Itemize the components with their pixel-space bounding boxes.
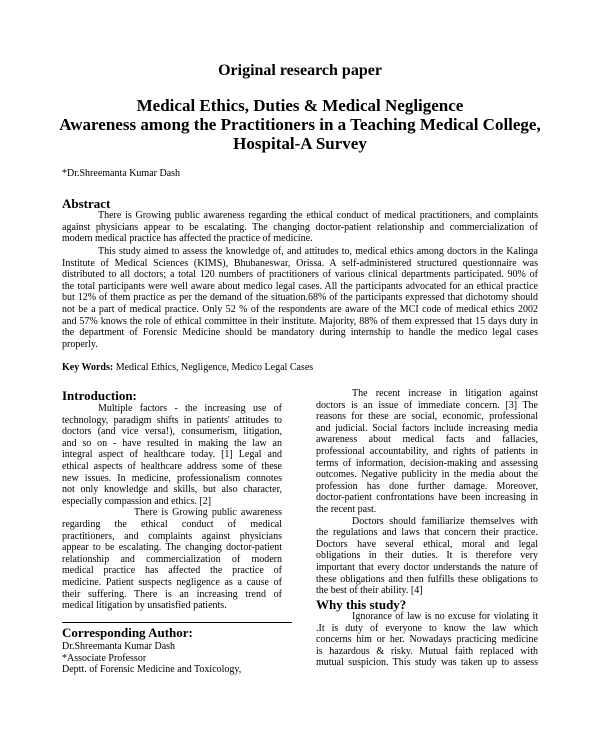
why-this-study-heading: Why this study? <box>316 597 407 612</box>
text-line: Ignorance of law is no excuse for violating it <box>352 611 538 622</box>
text-line: profession has done further damage. Moreover, <box>316 480 538 492</box>
text-line: the total participants were well aware about medico legal cases. All the participants advocated for an ethical practice <box>62 280 538 292</box>
text-line: doctors (and vice versa!), consumerism, litigation, <box>62 426 282 438</box>
text-line: reasons for these are social, economic, professional <box>316 411 538 423</box>
keywords-text: Medical Ethics, Negligence, Medico Legal Cases <box>113 362 314 373</box>
text-line: but 12% of them practice as per the demand of the situation.68% of the participants expressed that dichotomy should <box>62 292 538 304</box>
text-line: distributed to all doctors; a total 120 numbers of practitioners of various clinical departments participated. 90% of <box>62 269 538 281</box>
text-line: *Associate Professor <box>62 652 147 664</box>
right-column-body <box>316 388 538 597</box>
corresponding-author-details <box>62 641 292 676</box>
abstract-paragraph-1 <box>62 210 538 245</box>
text-line: Institute of Medical Sciences (KIMS), Bhubaneswar, Orissa. A self-administered structured questionnaire was <box>62 257 538 269</box>
text-line: Deptt. of Forensic Medicine and Toxicology, <box>62 664 242 676</box>
text-line: not only knowledge and skills, but also character, <box>62 484 282 496</box>
text-line: medical practice has affected the practice of <box>62 565 282 577</box>
abstract-paragraph-2 <box>62 246 538 350</box>
corresponding-author-heading: Corresponding Author: <box>62 625 193 640</box>
text-line: medicine. Patient suspects negligence as a cause of <box>62 576 282 588</box>
text-line: and judicial. Social factors include increasing media <box>316 422 538 434</box>
text-line: terms of information, decision-making and assessing <box>316 457 538 469</box>
section-label: Original research paper <box>218 62 382 79</box>
text-line: Doctors have several ethical, moral and legal <box>316 538 538 550</box>
text-line: practitioners, and complaints against physicians <box>62 530 282 542</box>
keywords <box>62 362 313 373</box>
corresponding-author-divider <box>62 622 292 623</box>
text-line: obligations in their duties. It is therefore very <box>316 550 538 562</box>
text-line: the best of their ability. [4] <box>316 585 423 597</box>
text-line: concerns him or her. Nowadays practicing medicine <box>316 634 538 646</box>
text-line: the regulations and laws that concern their practice. <box>316 527 538 539</box>
text-line: The recent increase in litigation against <box>352 388 538 399</box>
text-line: doctors is an issue of immediate concern. [3] The <box>316 399 538 411</box>
text-line: properly. <box>62 338 98 350</box>
text-line: doctor-patient confrontations have been increasing in <box>316 492 538 504</box>
text-line: and 57% knows the role of ethical committee in their institute. Majority, 88% of them expressed that 15 days duty in <box>62 315 538 327</box>
text-line: .It is duty of everyone to know the law which <box>316 622 538 634</box>
text-line: Doctors should familiarize themselves with <box>352 515 538 527</box>
abstract-heading: Abstract <box>62 196 111 211</box>
paper-title <box>0 96 600 153</box>
text-line: This study aimed to assess the knowledge of, and attitudes to, medical ethics among doctors in the Kalinga <box>98 246 538 257</box>
title-line: Hospital-A Survey <box>233 134 367 153</box>
text-line: outcomes. Negative publicity in the media about the <box>316 469 538 481</box>
text-line: the department of Forensic Medicine should be mandatory during internship to handle the medico legal cases <box>62 327 538 339</box>
text-line: awareness about medical facts and fallacies, <box>316 434 538 446</box>
keywords-label: Key Words: <box>62 362 114 373</box>
text-line: Dr.Shreemanta Kumar Dash <box>62 641 176 652</box>
why-this-study-body <box>316 611 538 669</box>
text-line: and so on - have resulted in making the law an <box>62 437 282 449</box>
text-line: appear to be escalating. The changing doctor-patient <box>62 542 282 554</box>
text-line: medical litigation by unsatisfied patients. <box>62 600 227 612</box>
text-line: professional accountability, and rights of patients in <box>316 445 538 457</box>
text-line: ethical aspects of healthcare address some of these <box>62 460 282 472</box>
text-line: There is Growing public awareness regarding the ethical conduct of medical practitioners, and complaints <box>98 210 538 221</box>
text-line: is hazardous & risky. Mutual faith replaced with <box>316 645 538 657</box>
text-line: mutual suspicion. This study was taken up to assess <box>316 657 538 669</box>
text-line: especially compassion and ethics. [2] <box>62 495 212 507</box>
introduction-body <box>62 403 282 612</box>
text-line: new issues. In medicine, professionalism connotes <box>62 472 282 484</box>
text-line: regarding the ethical conduct of medical <box>62 518 282 530</box>
text-line: relationship and commercialization of modern <box>62 553 282 565</box>
text-line: the recent past. <box>316 503 377 515</box>
text-line: against physicians appear to be escalating. The changing doctor-patient relationship and commercialization of <box>62 221 538 233</box>
introduction-heading: Introduction: <box>62 388 137 403</box>
text-line: There is Growing public awareness <box>134 507 282 519</box>
author-line: *Dr.Shreemanta Kumar Dash <box>62 168 181 179</box>
title-line: Medical Ethics, Duties & Medical Negligence <box>136 96 464 115</box>
text-line: modern medical practice has affected the practice of medicine. <box>62 233 313 245</box>
text-line: integral aspect of healthcare today. [1] Legal and <box>62 449 282 461</box>
title-line: Awareness among the Practitioners in a Teaching Medical College, <box>59 115 541 134</box>
text-line: Multiple factors - the increasing use of <box>98 403 282 414</box>
text-line: important that every doctor understands the nature of <box>316 561 538 573</box>
text-line: these obligations and then fulfills these obligations to <box>316 573 538 585</box>
text-line: not be a part of medical practice. Only 52 % of the respondents are aware of the MCI code of medical ethics 2002 <box>62 303 538 315</box>
text-line: their suffering. There is an increasing trend of <box>62 588 282 600</box>
text-line: technology, paradigm shifts in patients' attitudes to <box>62 414 282 426</box>
